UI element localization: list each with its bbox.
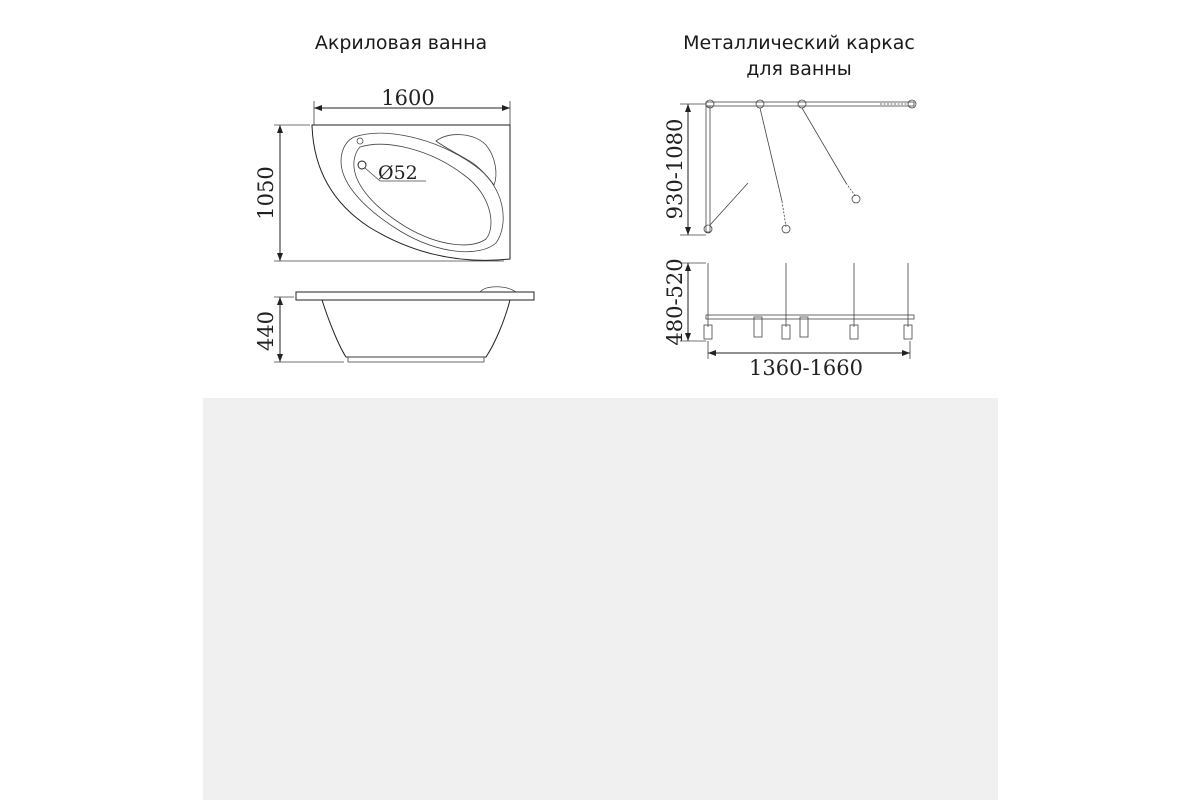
metal-frame-drawing xyxy=(602,5,996,397)
depth-dim-label: 1050 xyxy=(254,166,278,220)
frame-height-dim-label: 930-1080 xyxy=(663,118,687,220)
acrylic-bath-panel xyxy=(204,5,598,397)
bath-base xyxy=(348,357,484,362)
frame-top-rail xyxy=(706,102,914,106)
width-dim-label: 1600 xyxy=(381,86,435,110)
frame-length-dim-label: 1360-1660 xyxy=(749,356,863,380)
bath-rim xyxy=(296,292,534,300)
metal-frame-panel xyxy=(602,5,996,397)
drain-dim-label: Ø52 xyxy=(378,162,418,184)
lower-background xyxy=(203,398,998,800)
acrylic-bath-drawing xyxy=(204,5,598,397)
drain-circle xyxy=(358,161,366,169)
overflow-mark xyxy=(357,138,363,144)
acrylic-bath-title: Акриловая ванна xyxy=(314,32,488,54)
bath-side-body xyxy=(322,300,510,357)
frame-title-line2: для ванны xyxy=(746,58,852,80)
frame-title-line1: Металлический каркас xyxy=(683,32,915,54)
height-dim-label: 440 xyxy=(254,310,278,352)
frame-legs xyxy=(704,263,912,339)
leg-height-dim-label: 480-520 xyxy=(663,258,687,346)
frame-bottom-rail xyxy=(706,315,914,319)
bath-top-outline xyxy=(312,125,510,260)
frame-side-rail xyxy=(706,106,710,232)
side-headrest xyxy=(480,287,516,292)
